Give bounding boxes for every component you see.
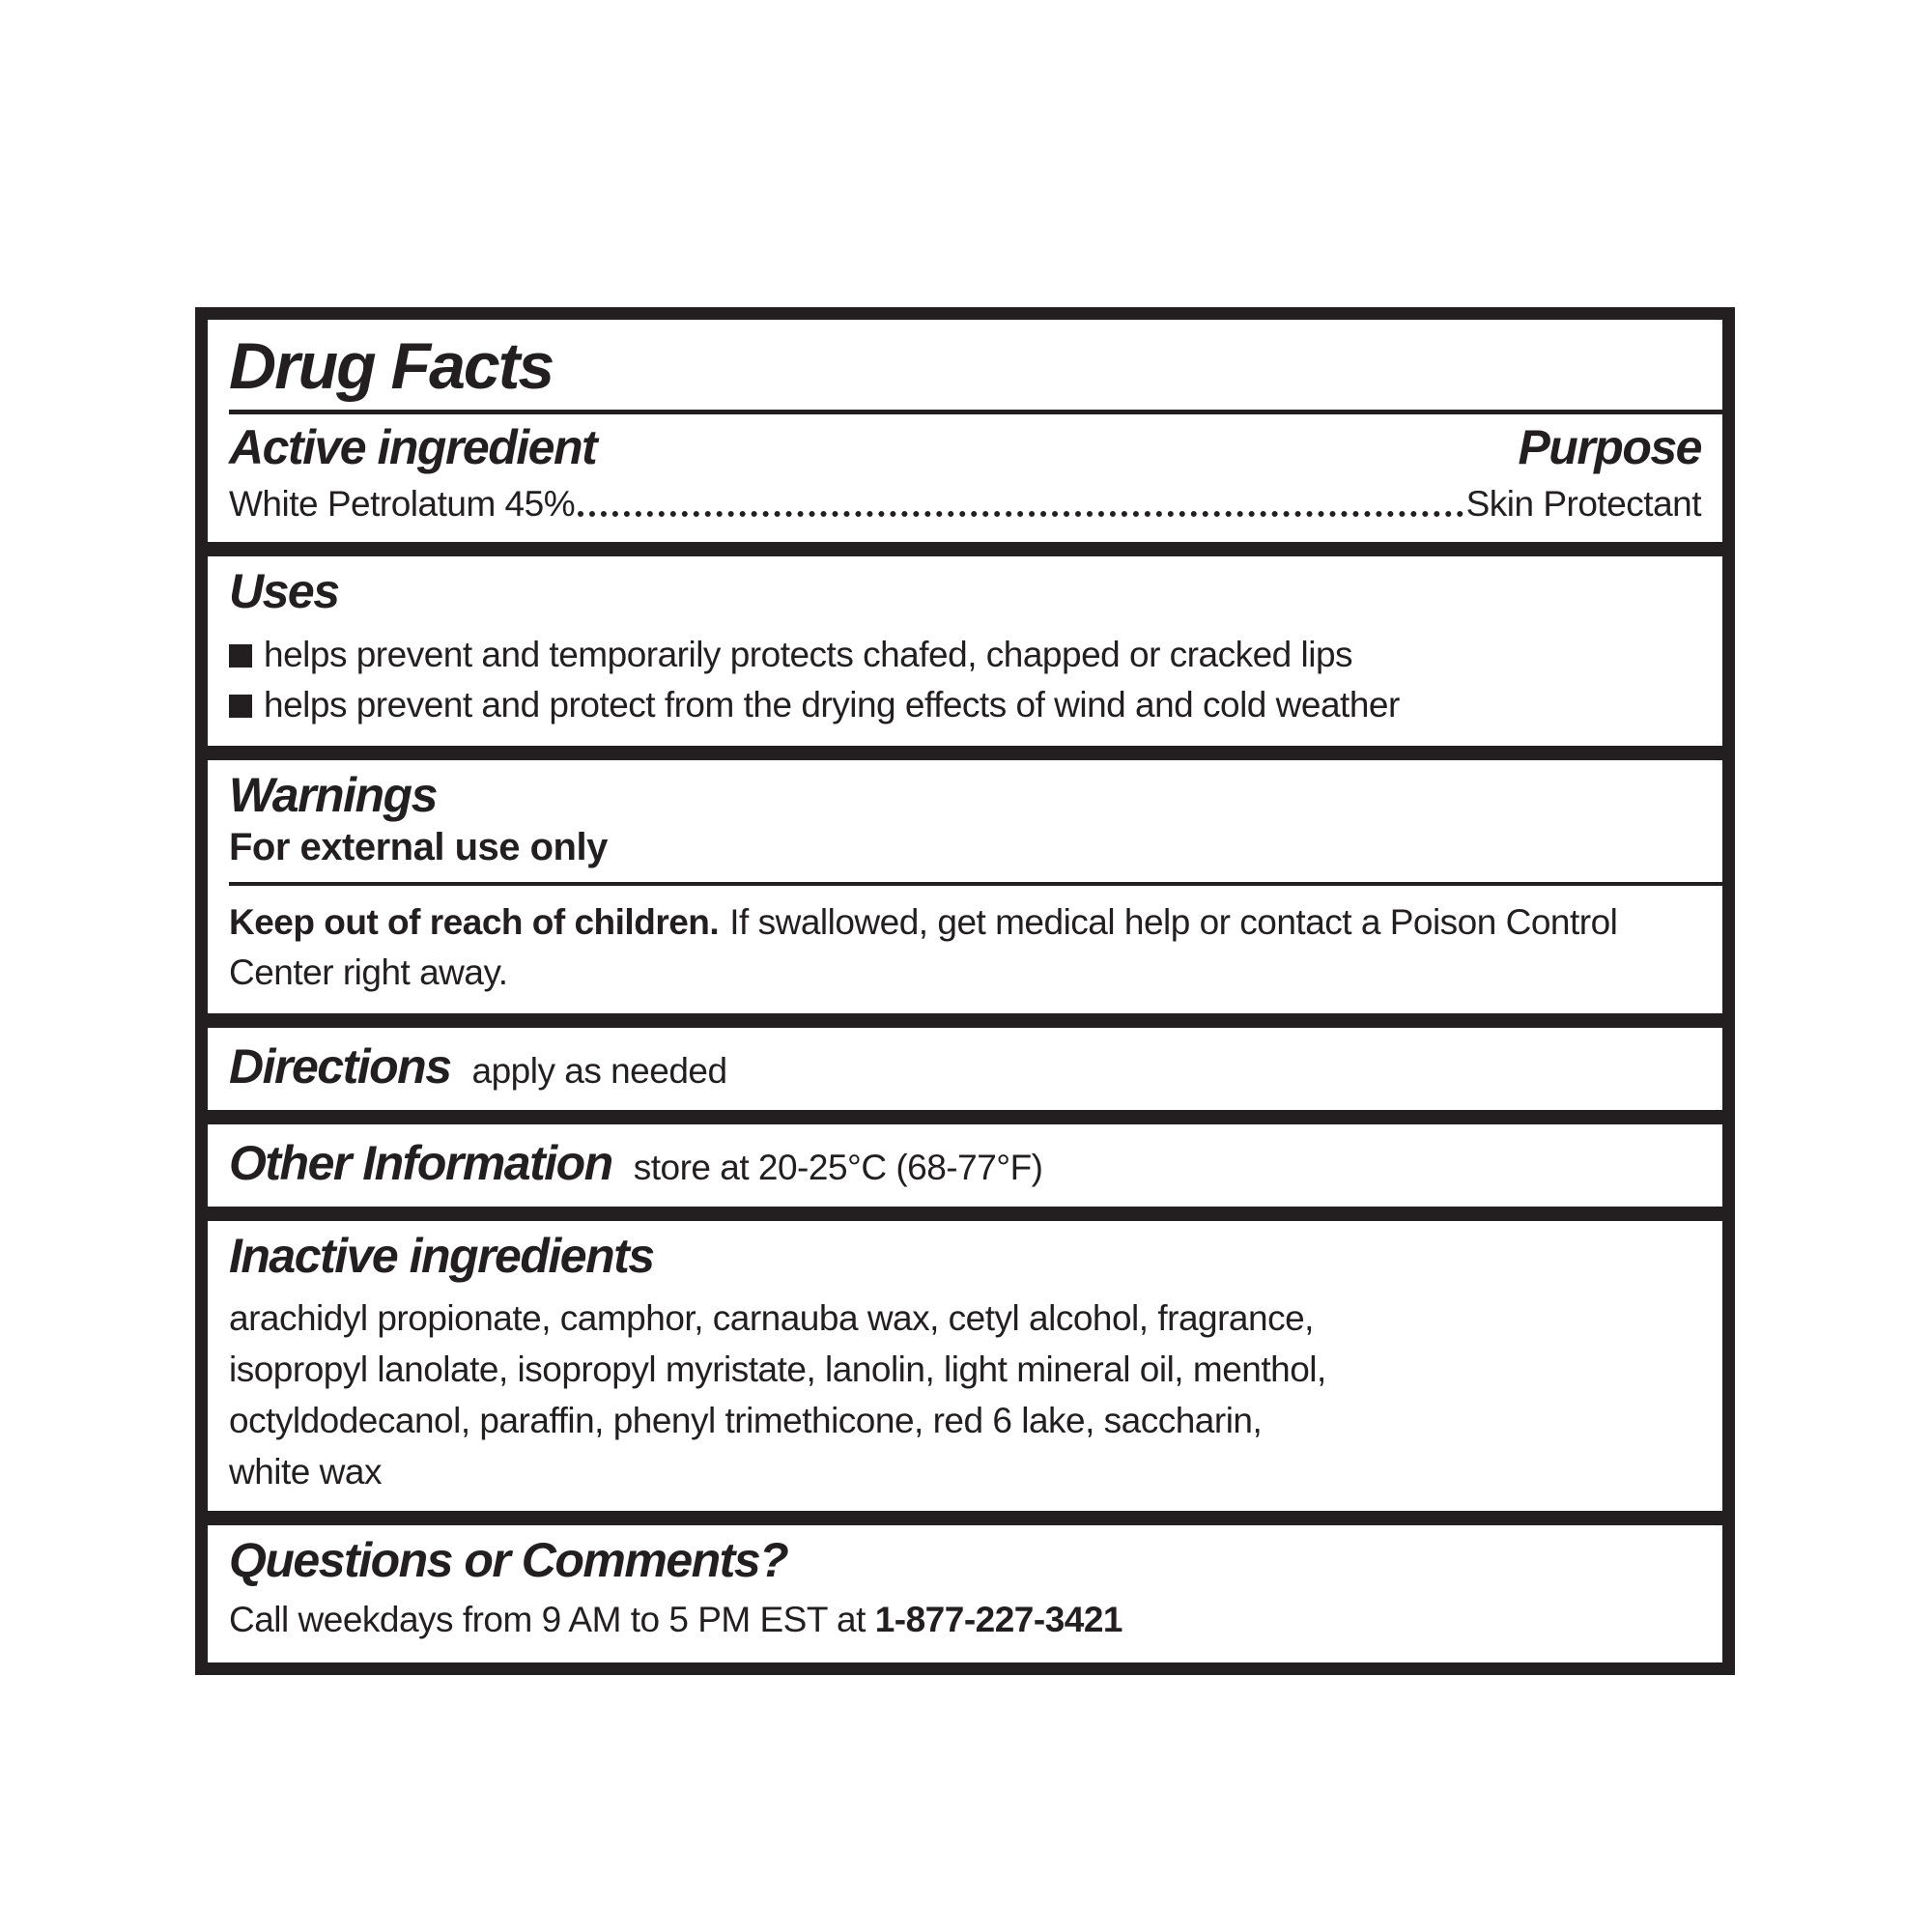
active-ingredient-section [208, 414, 1722, 542]
inactive-ingredients-line: arachidyl propionate, camphor, carnauba wax, cetyl alcohol, fragrance, [229, 1298, 1314, 1339]
warnings-rule [229, 882, 1722, 886]
dotted-leader [578, 511, 1463, 517]
section-divider [208, 542, 1722, 556]
bullet-square-icon [229, 695, 252, 718]
drug-facts-panel [195, 307, 1735, 1675]
phone-number: 1-877-227-3421 [874, 1600, 1123, 1640]
warnings-section [208, 760, 1722, 1013]
directions-text: apply as needed [471, 1051, 727, 1092]
uses-section [208, 556, 1722, 746]
uses-item-text: helps prevent and temporarily protects chafed, chapped or cracked lips [264, 635, 1353, 675]
section-divider [208, 1207, 1722, 1221]
active-ingredient-heading: Active ingredient [229, 420, 597, 475]
title-section [208, 320, 1722, 410]
uses-heading: Uses [229, 564, 339, 619]
section-divider [208, 1110, 1722, 1124]
drug-facts-title: Drug Facts [229, 329, 554, 403]
keep-out-paragraph [229, 897, 1701, 998]
questions-heading: Questions or Comments? [229, 1533, 788, 1588]
inactive-ingredients-heading: Inactive ingredients [229, 1229, 654, 1284]
call-prefix-text: Call weekdays from 9 AM to 5 PM EST at [229, 1600, 866, 1640]
keep-out-rest-text: If swallowed, get medical help or contact a Poison Control Center right away. [229, 902, 1618, 993]
warnings-heading: Warnings [229, 768, 437, 823]
other-information-section [208, 1124, 1722, 1207]
inactive-ingredients-line: isopropyl lanolate, isopropyl myristate, lanolin, light mineral oil, menthol, [229, 1350, 1326, 1390]
section-divider [208, 1013, 1722, 1028]
purpose-heading: Purpose [1518, 420, 1701, 475]
uses-item [229, 680, 1701, 730]
inactive-ingredients-section [208, 1221, 1722, 1511]
other-information-heading: Other Information [229, 1136, 612, 1191]
uses-item [229, 630, 1701, 680]
uses-item-text: helps prevent and protect from the drying effects of wind and cold weather [264, 685, 1400, 725]
active-ingredient-name: White Petrolatum 45% [229, 484, 576, 525]
questions-section [208, 1525, 1722, 1662]
directions-section [208, 1028, 1722, 1110]
directions-heading: Directions [229, 1039, 451, 1094]
call-line [229, 1595, 1701, 1645]
section-divider [208, 746, 1722, 760]
keep-out-bold-text: Keep out of reach of children. [229, 902, 720, 943]
inactive-ingredients-line: white wax [229, 1452, 382, 1492]
bullet-square-icon [229, 644, 252, 668]
external-use-text: For external use only [229, 826, 608, 869]
active-ingredient-row [229, 482, 1701, 526]
inactive-ingredients-line: octyldodecanol, paraffin, phenyl trimethicone, red 6 lake, saccharin, [229, 1401, 1263, 1441]
purpose-value: Skin Protectant [1465, 484, 1701, 525]
other-information-text: store at 20-25°C (68-77°F) [633, 1148, 1043, 1188]
section-divider [208, 1511, 1722, 1525]
